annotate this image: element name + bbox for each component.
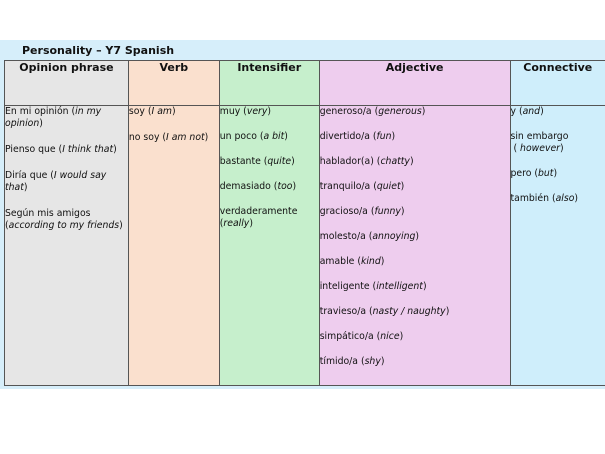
spanish-text: tímido/a ( xyxy=(319,356,365,367)
spanish-text: divertido/a ( xyxy=(319,131,377,142)
closing-paren: ) xyxy=(113,144,117,155)
vocab-item xyxy=(220,181,319,193)
closing-paren: ) xyxy=(391,131,396,142)
english-gloss: chatty xyxy=(380,156,410,167)
spanish-text: Diría que ( xyxy=(5,170,54,181)
vocab-item xyxy=(511,131,605,155)
vocab-item xyxy=(220,131,319,143)
vocab-item xyxy=(511,106,605,118)
header-connective: Connective xyxy=(510,61,605,106)
closing-paren: ) xyxy=(415,231,420,242)
english-gloss: nasty / naughty xyxy=(372,306,446,317)
header-verb: Verb xyxy=(128,61,219,106)
opinion-phrase-column xyxy=(5,106,129,386)
header-row xyxy=(5,61,605,106)
english-gloss: fun xyxy=(376,131,392,142)
spanish-text: molesto/a ( xyxy=(319,231,373,242)
body-row xyxy=(5,106,605,386)
english-gloss: quite xyxy=(267,156,292,167)
closing-paren: ) xyxy=(540,106,544,117)
vocab-item xyxy=(320,131,510,143)
closing-paren: ) xyxy=(574,193,579,204)
closing-paren: ) xyxy=(553,168,558,179)
adjective-column xyxy=(319,106,510,386)
header-opinion-phrase: Opinion phrase xyxy=(5,61,129,106)
spanish-text: sin embargo ( xyxy=(510,131,569,154)
english-gloss: nice xyxy=(380,331,400,342)
vocab-item xyxy=(320,256,510,268)
vocab-item xyxy=(5,170,128,194)
vocab-item xyxy=(220,106,319,118)
english-gloss: very xyxy=(246,106,268,117)
english-gloss: annoying xyxy=(372,231,416,242)
english-gloss: however xyxy=(520,143,560,154)
vocab-item xyxy=(220,206,319,230)
spanish-text: pero ( xyxy=(510,168,539,179)
closing-paren: ) xyxy=(560,143,564,154)
closing-paren: ) xyxy=(284,131,288,142)
english-gloss: I am not xyxy=(166,132,205,143)
header-intensifier: Intensifier xyxy=(219,61,319,106)
vocab-item xyxy=(320,356,510,368)
vocab-item xyxy=(5,208,128,232)
spanish-text: amable ( xyxy=(319,256,361,267)
closing-paren: ) xyxy=(249,218,253,229)
english-gloss: kind xyxy=(360,256,381,267)
english-gloss: and xyxy=(522,106,541,117)
english-gloss: in my opinion xyxy=(5,106,102,129)
vocabulary-table xyxy=(4,60,605,386)
closing-paren: ) xyxy=(291,156,295,167)
closing-paren: ) xyxy=(119,220,123,231)
closing-paren: ) xyxy=(267,106,271,117)
vocab-item xyxy=(129,132,219,144)
intensifier-column xyxy=(219,106,319,386)
vocab-item xyxy=(320,231,510,243)
spanish-text: soy ( xyxy=(128,106,152,117)
vocab-item xyxy=(320,156,510,168)
spanish-text: Pienso que ( xyxy=(5,144,63,155)
closing-paren: ) xyxy=(292,181,297,192)
english-gloss: a bit xyxy=(263,131,285,142)
closing-paren: ) xyxy=(422,281,427,292)
english-gloss: intelligent xyxy=(376,281,423,292)
spanish-text: hablador(a) ( xyxy=(319,156,381,167)
vocab-item xyxy=(129,106,219,118)
english-gloss: shy xyxy=(364,356,381,367)
english-gloss: according to my friends xyxy=(8,220,120,231)
closing-paren: ) xyxy=(409,156,414,167)
spanish-text: también ( xyxy=(510,193,556,204)
spanish-text: bastante ( xyxy=(219,156,268,167)
spanish-text: Según mis amigos ( xyxy=(5,208,91,231)
english-gloss: I think that xyxy=(62,144,114,155)
closing-paren: ) xyxy=(171,106,176,117)
vocab-item xyxy=(5,144,128,156)
english-gloss: too xyxy=(277,181,293,192)
english-gloss: I would say that xyxy=(5,170,107,193)
vocab-item xyxy=(5,106,128,130)
closing-paren: ) xyxy=(39,118,43,129)
closing-paren: ) xyxy=(445,306,450,317)
closing-paren: ) xyxy=(23,182,28,193)
closing-paren: ) xyxy=(204,132,209,143)
closing-paren: ) xyxy=(380,256,385,267)
spanish-text: travieso/a ( xyxy=(319,306,373,317)
header-adjective: Adjective xyxy=(319,61,510,106)
vocab-item xyxy=(320,106,510,118)
closing-paren: ) xyxy=(399,331,404,342)
closing-paren: ) xyxy=(380,356,385,367)
spanish-text: muy ( xyxy=(219,106,247,117)
vocab-item xyxy=(511,193,605,205)
spanish-text: generoso/a ( xyxy=(319,106,379,117)
vocab-item xyxy=(320,181,510,193)
vocab-item xyxy=(320,331,510,343)
spanish-text: demasiado ( xyxy=(219,181,278,192)
english-gloss: funny xyxy=(374,206,401,217)
english-gloss: but xyxy=(538,168,554,179)
spanish-text: gracioso/a ( xyxy=(319,206,375,217)
closing-paren: ) xyxy=(400,181,405,192)
spanish-text: simpático/a ( xyxy=(319,331,381,342)
vocab-item xyxy=(320,281,510,293)
vocab-item xyxy=(220,156,319,168)
spanish-text: tranquilo/a ( xyxy=(319,181,377,192)
spanish-text: verdaderamente ( xyxy=(219,206,298,229)
english-gloss: quiet xyxy=(376,181,401,192)
spanish-text: inteligente ( xyxy=(319,281,377,292)
closing-paren: ) xyxy=(400,206,405,217)
spanish-text: y ( xyxy=(510,106,523,117)
vocab-item xyxy=(320,306,510,318)
connective-column xyxy=(510,106,605,386)
closing-paren: ) xyxy=(421,106,426,117)
english-gloss: also xyxy=(555,193,575,204)
spanish-text: no soy ( xyxy=(128,132,167,143)
english-gloss: really xyxy=(223,218,250,229)
spanish-text: un poco ( xyxy=(219,131,264,142)
vocab-item xyxy=(320,206,510,218)
english-gloss: generous xyxy=(378,106,422,117)
spanish-text: En mi opinión ( xyxy=(5,106,76,117)
vocab-item xyxy=(511,168,605,180)
verb-column xyxy=(128,106,219,386)
page-title: Personality – Y7 Spanish xyxy=(22,44,175,57)
english-gloss: I am xyxy=(151,106,172,117)
